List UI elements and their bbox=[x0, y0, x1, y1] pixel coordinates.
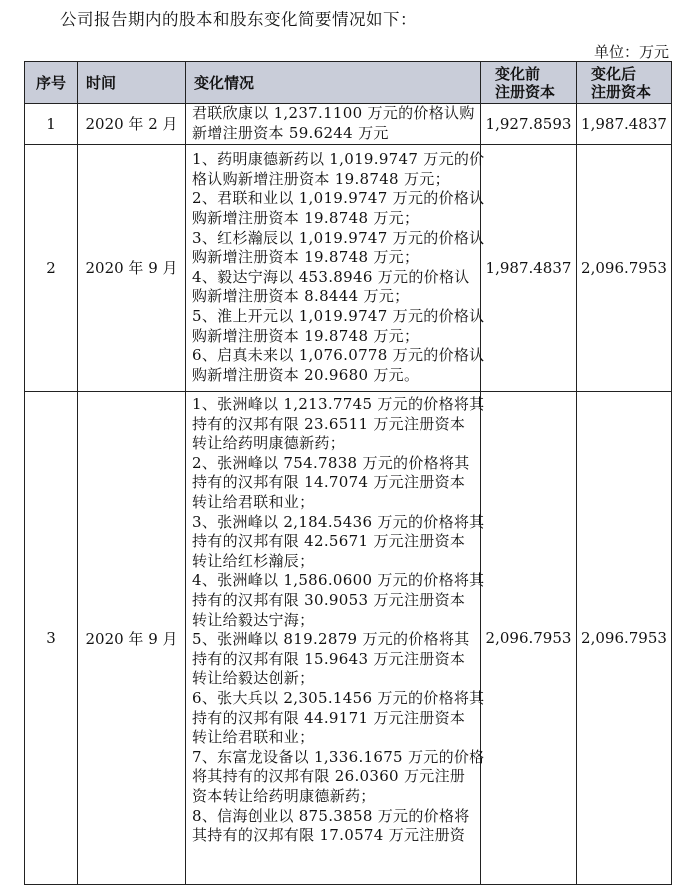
header-change: 变化情况 bbox=[186, 62, 481, 104]
change-line: 转让给君联和业； bbox=[192, 728, 315, 747]
header-no: 序号 bbox=[25, 62, 78, 104]
cell-no: 2 bbox=[25, 144, 78, 391]
change-line: 持有的汉邦有限 23.6511 万元注册资本 bbox=[192, 414, 466, 433]
cell-before-capital: 1,927.8593 bbox=[481, 104, 577, 145]
header-after-line2: 注册资本 bbox=[591, 82, 652, 101]
change-line: 8、信海创业以 875.3858 万元的价格将 bbox=[192, 806, 470, 825]
table-header-row bbox=[25, 62, 672, 104]
capital-change-table bbox=[24, 61, 672, 885]
change-line: 4、张洲峰以 1,586.0600 万元的价格将其 bbox=[192, 571, 485, 590]
change-line: 6、张大兵以 2,305.1456 万元的价格将其 bbox=[192, 688, 485, 707]
change-line: 其持有的汉邦有限 17.0574 万元注册资 bbox=[192, 826, 466, 845]
change-line: 转让给毅达创新； bbox=[192, 669, 315, 688]
header-before-capital bbox=[481, 62, 577, 104]
change-line: 4、毅达宁海以 453.8946 万元的价格认 bbox=[192, 267, 470, 286]
intro-text: 公司报告期内的股本和股东变化简要情况如下： bbox=[60, 10, 417, 29]
change-line: 3、红杉瀚辰以 1,019.9747 万元的价格认 bbox=[192, 228, 485, 247]
unit-label: 单位：万元 bbox=[593, 43, 669, 61]
change-line: 购新增注册资本 19.8748 万元； bbox=[192, 326, 420, 345]
cell-after-capital: 2,096.7953 bbox=[577, 144, 672, 391]
change-line: 持有的汉邦有限 15.9643 万元注册资本 bbox=[192, 649, 466, 668]
change-line: 君联欣康以 1,237.1100 万元的价格认购 bbox=[192, 104, 475, 123]
cell-no: 3 bbox=[25, 392, 78, 885]
header-after-line1: 变化后 bbox=[591, 64, 637, 83]
cell-no: 1 bbox=[25, 104, 78, 145]
cell-time: 2020 年 9 月 bbox=[78, 392, 186, 885]
table-row bbox=[25, 392, 672, 885]
change-line: 将其持有的汉邦有限 26.0360 万元注册 bbox=[192, 767, 466, 786]
change-line: 7、东富龙设备以 1,336.1675 万元的价格 bbox=[192, 747, 485, 766]
cell-time: 2020 年 2 月 bbox=[78, 104, 186, 145]
cell-change bbox=[186, 104, 481, 145]
change-line: 转让给红杉瀚辰； bbox=[192, 551, 315, 570]
change-line: 1、药明康德新药以 1,019.9747 万元的价 bbox=[192, 150, 485, 169]
change-line: 5、张洲峰以 819.2879 万元的价格将其 bbox=[192, 630, 470, 649]
header-after-capital bbox=[577, 62, 672, 104]
cell-after-capital: 1,987.4837 bbox=[577, 104, 672, 145]
header-before-line1: 变化前 bbox=[495, 64, 541, 83]
change-line: 6、启真未来以 1,076.0778 万元的价格认 bbox=[192, 346, 485, 365]
table-row bbox=[25, 144, 672, 391]
cell-after-capital: 2,096.7953 bbox=[577, 392, 672, 885]
header-time: 时间 bbox=[78, 62, 186, 104]
change-line: 转让给君联和业； bbox=[192, 493, 315, 512]
cell-time: 2020 年 9 月 bbox=[78, 144, 186, 391]
change-line: 持有的汉邦有限 14.7074 万元注册资本 bbox=[192, 473, 466, 492]
change-line: 持有的汉邦有限 44.9171 万元注册资本 bbox=[192, 708, 466, 727]
change-line: 1、张洲峰以 1,213.7745 万元的价格将其 bbox=[192, 395, 485, 414]
change-line: 购新增注册资本 8.8444 万元； bbox=[192, 287, 410, 306]
cell-change bbox=[186, 144, 485, 391]
change-line: 购新增注册资本 19.8748 万元； bbox=[192, 248, 420, 267]
change-line: 购新增注册资本 20.9680 万元。 bbox=[192, 365, 420, 384]
change-line: 购新增注册资本 19.8748 万元； bbox=[192, 209, 420, 228]
change-line: 格认购新增注册资本 19.8748 万元； bbox=[192, 169, 450, 188]
change-line: 3、张洲峰以 2,184.5436 万元的价格将其 bbox=[192, 512, 485, 531]
table-row bbox=[25, 104, 672, 145]
change-line: 5、淮上开元以 1,019.9747 万元的价格认 bbox=[192, 307, 485, 325]
cell-before-capital: 2,096.7953 bbox=[481, 392, 577, 885]
change-line: 持有的汉邦有限 42.5671 万元注册资本 bbox=[192, 532, 466, 551]
change-line: 2、张洲峰以 754.7838 万元的价格将其 bbox=[192, 453, 470, 472]
change-line: 新增注册资本 59.6244 万元 bbox=[192, 123, 389, 142]
change-line: 转让给毅达宁海； bbox=[192, 610, 315, 629]
header-before-line2: 注册资本 bbox=[495, 82, 556, 101]
change-line: 转让给药明康德新药； bbox=[192, 434, 346, 453]
change-line: 资本转让给药明康德新药； bbox=[192, 786, 376, 805]
change-line: 持有的汉邦有限 30.9053 万元注册资本 bbox=[192, 590, 466, 609]
cell-before-capital: 1,987.4837 bbox=[481, 144, 577, 391]
cell-change bbox=[186, 392, 485, 885]
change-line: 2、君联和业以 1,019.9747 万元的价格认 bbox=[192, 189, 485, 208]
